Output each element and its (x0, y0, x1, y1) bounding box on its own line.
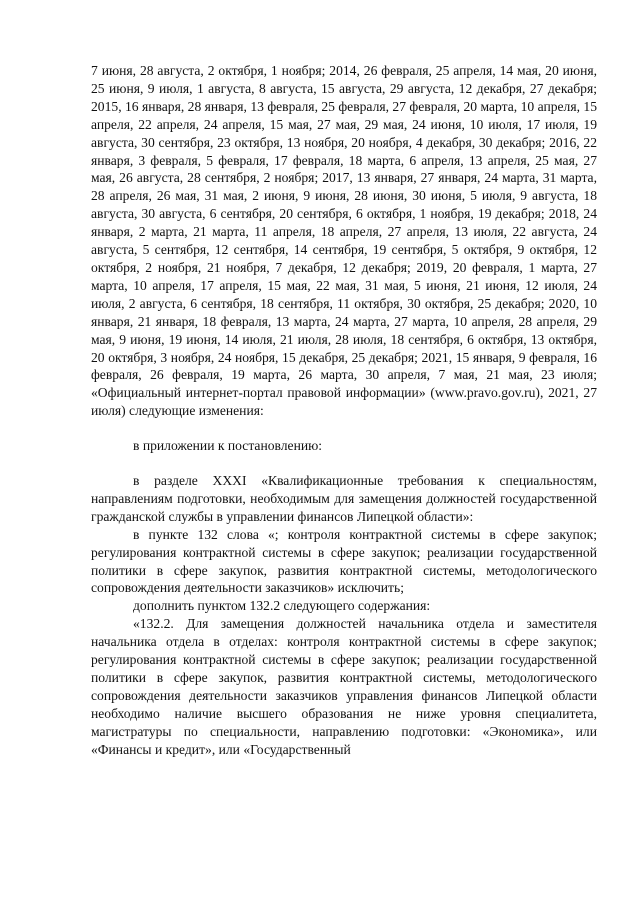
annex-line: в приложении к постановлению: (133, 438, 323, 454)
paragraph-spacer (91, 455, 597, 472)
document-body (91, 62, 597, 759)
paragraph-spacer (91, 420, 597, 437)
point-132-2-paragraph: «132.2. Для замещения должностей начальника отдела и заместителя начальника отдела в отделах: контроля контрактной системы в сфере закупок; регулирования контрактной системы в сфере закупок; реализации государственной политики в сфере закупок, развития контрактной системы, методологического сопровождения деятельности заказчиков управления финансов Липецкой области необходимо наличие высшего образования не ниже уровня специалитета, магистратуры по специальности, направлению подготовки: «Экономика», или «Финансы и кредит», или «Государственный (91, 616, 597, 757)
point-132-paragraph: в пункте 132 слова «; контроля контрактной системы в сфере закупок; регулирования контрактной системы в сфере закупок; реализации государственной политики в сфере закупок, развития контрактной системы, методологического сопровождения деятельности заказчиков» исключить; (91, 526, 597, 596)
amendment-history-paragraph: 7 июня, 28 августа, 2 октября, 1 ноября; 2014, 26 февраля, 25 апреля, 14 мая, 20 июня, 25 июня, 9 июля, 1 августа, 8 августа, 15 августа, 29 августа, 12 декабря, 27 декабря; 2015, 16 января, 28 января, 13 февраля, 25 февраля, 27 февраля, 20 марта, 10 апреля, 15 апреля, 22 апреля, 24 апреля, 15 мая, 27 мая, 29 мая, 24 июня, 10 июля, 17 июля, 19 августа, 30 сентября, 23 октября, 13 ноября, 20 ноября, 4 декабря, 30 декабря; 2016, 22 января, 3 февраля, 5 февраля, 17 февраля, 18 марта, 6 апреля, 13 апреля, 25 мая, 27 мая, 26 августа, 28 сентября, 2 ноября; 2017, 13 января, 27 января, 24 марта, 31 марта, 28 апреля, 26 мая, 31 мая, 2 июня, 9 июня, 28 июня, 30 июня, 5 июля, 9 августа, 18 августа, 30 августа, 6 сентября, 20 сентября, 6 октября, 1 ноября, 19 декабря; 2018, 24 января, 2 марта, 21 марта, 11 апреля, 18 апреля, 27 апреля, 13 июля, 22 августа, 24 августа, 5 сентября, 12 сентября, 14 сентября, 19 сентября, 5 октября, 9 октября, 12 октября, 2 ноября, 21 ноября, 7 декабря, 12 декабря; 2019, 20 февраля, 1 марта, 27 марта, 10 апреля, 17 апреля, 15 мая, 22 мая, 31 мая, 5 июня, 21 июня, 12 июля, 24 июля, 2 августа, 6 сентября, 18 сентября, 11 октября, 30 октября, 25 декабря; 2020, 10 января, 21 января, 18 февраля, 13 марта, 24 марта, 27 марта, 10 апреля, 28 апреля, 29 мая, 9 июня, 19 июня, 14 июля, 21 июля, 28 июля, 18 сентября, 6 октября, 13 октября, 20 октября, 3 ноября, 24 ноября, 15 декабря, 25 декабря; 2021, 15 января, 9 февраля, 16 февраля, 26 февраля, 19 марта, 26 марта, 30 апреля, 7 мая, 21 мая, 23 июля; «Официальный интернет-портал правовой информации» (www.pravo.gov.ru), 2021, 27 июля) следующие изменения: (91, 63, 597, 419)
section-xxxi-paragraph: в разделе XXXI «Квалификационные требования к специальностям, направлениям подготовки, необходимым для замещения должностей государственной гражданской службы в управлении финансов Липецкой области»: (91, 473, 597, 524)
supplement-line: дополнить пунктом 132.2 следующего содержания: (133, 598, 431, 614)
